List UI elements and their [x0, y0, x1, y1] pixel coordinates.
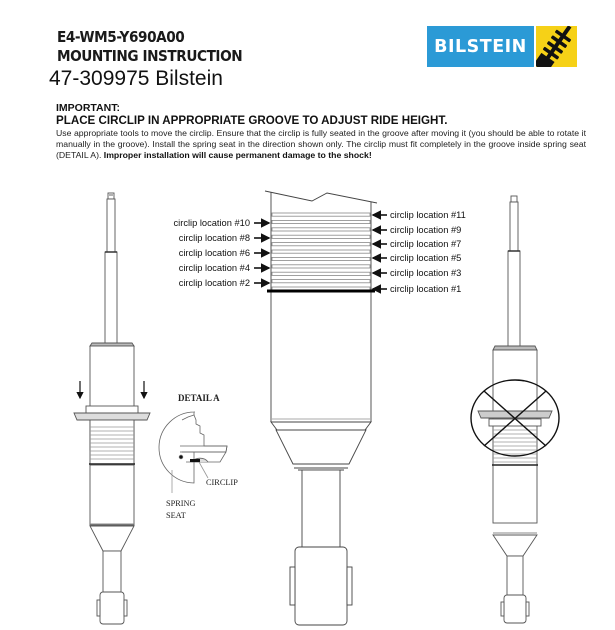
spring-seat-label-2: SEAT: [166, 511, 186, 520]
circlip-location-label: circlip location #2: [178, 278, 250, 288]
circlip-location-label: circlip location #5: [390, 253, 462, 263]
body-taper: [276, 430, 366, 464]
incorrect-installation-shock-crossed: [471, 196, 559, 623]
notice-headline: PLACE CIRCLIP IN APPROPRIATE GROOVE TO ADJUST RIDE HEIGHT.: [56, 114, 448, 127]
circlip-location-label: circlip location #4: [178, 263, 250, 273]
circlip-location-label: circlip location #11: [390, 210, 466, 220]
important-label: IMPORTANT:: [56, 102, 120, 114]
upper-shaft: [107, 199, 115, 252]
right-circlip-labels: [373, 210, 466, 294]
break-line: [265, 191, 377, 203]
left-circlip-labels: [174, 218, 269, 288]
lower-shaft: [105, 252, 117, 349]
spring-seat: [74, 413, 150, 420]
eyelet-bushing: [504, 595, 526, 623]
body-taper: [90, 526, 134, 551]
lower-rod: [302, 470, 340, 548]
correct-installation-shock: [74, 193, 150, 624]
detail-a: [159, 393, 238, 520]
groove: [272, 228, 370, 231]
document-type: MOUNTING INSTRUCTION: [57, 47, 243, 65]
lower-rod: [103, 551, 121, 593]
logo-text: BILSTEIN: [427, 26, 534, 67]
groove: [272, 213, 370, 216]
circlip-location-label: circlip location #8: [178, 233, 250, 243]
circlip-location-label: circlip location #3: [390, 268, 462, 278]
upper-shaft: [510, 202, 518, 254]
eyelet-bushing: [100, 592, 124, 624]
groove: [272, 280, 370, 283]
groove: [272, 265, 370, 268]
top-cap: [90, 343, 134, 346]
center-shock-cutaway: [265, 191, 377, 625]
circlip-location-label: circlip location #6: [178, 248, 250, 258]
shaft-tip: [108, 193, 114, 199]
groove: [272, 272, 370, 275]
spring-seat-upside-down: [478, 411, 552, 418]
detail-title: DETAIL A: [178, 393, 220, 403]
groove: [272, 220, 370, 223]
circlip-location-label: circlip location #1: [390, 284, 462, 294]
spring-seat-hub: [489, 419, 541, 426]
groove: [272, 243, 370, 246]
eyelet-bushing: [295, 547, 347, 625]
body-taper: [493, 535, 537, 556]
part-number: E4-WM5-Y690A00: [57, 28, 185, 46]
spring-seat-hub: [86, 406, 138, 413]
groove: [272, 250, 370, 253]
lower-body: [90, 465, 134, 525]
lower-shaft: [508, 251, 520, 348]
reference-number: 47-309975 Bilstein: [49, 67, 223, 90]
shaft-tip: [511, 196, 517, 202]
notice-instructions: Use appropriate tools to move the circlip. Ensure that the circlip is fully seated in the groove after moving it (you should be able to rotate it manually in the groove). Install the spring seat in the direction shown only. The circlip must fit completely in the groove inside spring seat (DETAIL A).: [56, 128, 586, 160]
spring-seat-label-1: SPRING: [166, 499, 196, 508]
circlip-location-label: circlip location #7: [390, 239, 462, 249]
notice-warning: Improper installation will cause permanent damage to the shock!: [103, 150, 372, 160]
circlip-location-label: circlip location #9: [390, 225, 462, 235]
top-cap: [493, 346, 537, 350]
circlip-label: CIRCLIP: [206, 478, 238, 487]
groove: [272, 257, 370, 260]
groove: [272, 235, 370, 238]
circlip-location-label: circlip location #10: [173, 218, 250, 228]
lower-rod: [507, 556, 523, 596]
